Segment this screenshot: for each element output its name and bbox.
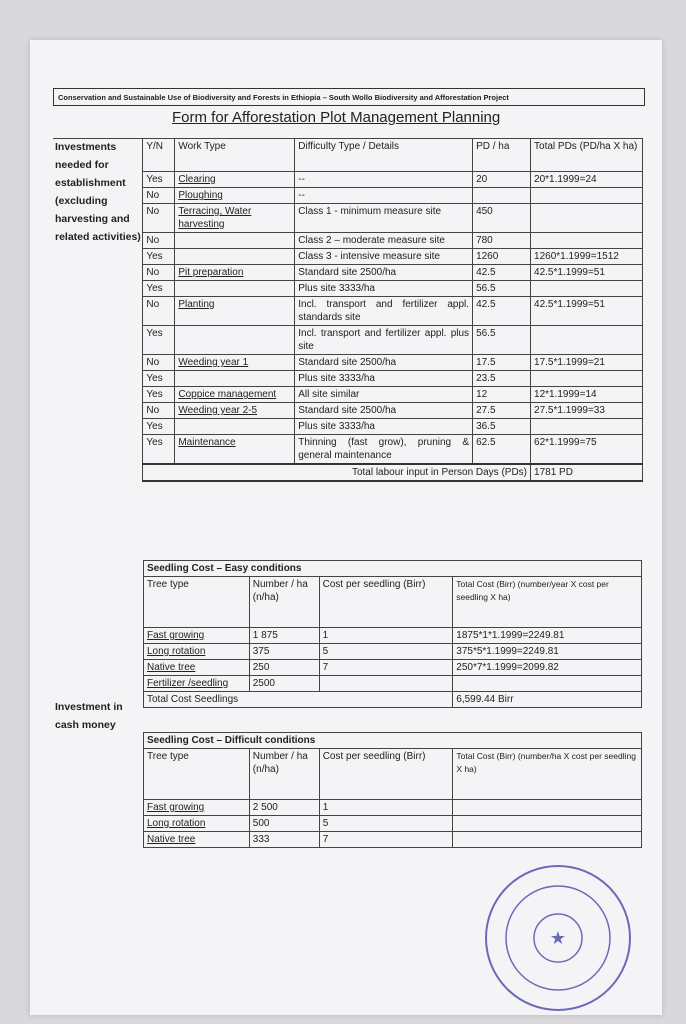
easy-total-header: Total Cost (Birr) (number/year X cost per seedling X ha): [453, 577, 642, 628]
yn-header: Y/N: [143, 139, 175, 172]
difficult-header-row: [144, 749, 642, 800]
plan-cell-difficulty: All site similar: [295, 387, 473, 403]
plan-cell-pd: 62.5: [473, 435, 531, 465]
plan-cell-total: 62*1.1999=75: [531, 435, 643, 465]
plan-cell-work: Weeding year 1: [175, 355, 295, 371]
plan-cell-yn: Yes: [143, 281, 175, 297]
plan-cell-work: Planting: [175, 297, 295, 326]
plan-cell-work: Clearing: [175, 172, 295, 188]
total-seedling-label: Total Cost Seedlings: [144, 692, 453, 708]
easy-cell-type: Native tree: [144, 660, 250, 676]
plan-cell-pd: 56.5: [473, 281, 531, 297]
plan-cell-difficulty: Class 1 - minimum measure site: [295, 204, 473, 233]
plan-cell-total: [531, 281, 643, 297]
easy-cell-type: Fertilizer /seedling: [144, 676, 250, 692]
plan-cell-yn: No: [143, 265, 175, 281]
easy-cell-cost: 7: [319, 660, 453, 676]
plan-cell-work: Coppice management: [175, 387, 295, 403]
easy-cost-header: Cost per seedling (Birr): [319, 577, 453, 628]
plan-cell-yn: No: [143, 188, 175, 204]
plan-cell-total: [531, 326, 643, 355]
difficult-cell-number: 500: [249, 816, 319, 832]
plan-cell-yn: No: [143, 233, 175, 249]
easy-cell-cost: 5: [319, 644, 453, 660]
plan-cell-work: [175, 249, 295, 265]
difficult-cell-number: 2 500: [249, 800, 319, 816]
plan-cell-yn: No: [143, 355, 175, 371]
plan-cell-total: 20*1.1999=24: [531, 172, 643, 188]
plan-cell-total: 27.5*1.1999=33: [531, 403, 643, 419]
plan-cell-work: Pit preparation: [175, 265, 295, 281]
difficult-title: Seedling Cost – Difficult conditions: [144, 733, 642, 749]
plan-cell-pd: [473, 188, 531, 204]
plan-cell-pd: 1260: [473, 249, 531, 265]
plan-cell-difficulty: Plus site 3333/ha: [295, 371, 473, 387]
plan-cell-pd: 12: [473, 387, 531, 403]
stamp-star-icon: ★: [549, 928, 567, 949]
plan-cell-work: [175, 326, 295, 355]
left-label-cell: [53, 139, 143, 482]
plan-cell-difficulty: --: [295, 172, 473, 188]
difficult-type-header: Tree type: [144, 749, 250, 800]
easy-seedling-row: [144, 676, 642, 692]
plan-cell-work: [175, 371, 295, 387]
difficult-cell-cost: 1: [319, 800, 453, 816]
easy-cell-total: 1875*1*1.1999=2249.81: [453, 628, 642, 644]
difficult-seedling-row: [144, 832, 642, 848]
difficult-cell-type: Native tree: [144, 832, 250, 848]
plan-cell-pd: 450: [473, 204, 531, 233]
plan-cell-yn: Yes: [143, 172, 175, 188]
plan-cell-work: Weeding year 2-5: [175, 403, 295, 419]
plan-cell-difficulty: Thinning (fast grow), pruning & general maintenance: [295, 435, 473, 465]
plan-cell-total: [531, 419, 643, 435]
plan-cell-difficulty: Class 3 - intensive measure site: [295, 249, 473, 265]
easy-cell-number: 1 875: [249, 628, 319, 644]
easy-cell-total: 250*7*1.1999=2099.82: [453, 660, 642, 676]
plan-cell-total: 42.5*1.1999=51: [531, 297, 643, 326]
plan-cell-total: [531, 371, 643, 387]
plan-cell-pd: 27.5: [473, 403, 531, 419]
plan-cell-total: [531, 204, 643, 233]
difficult-total-header: Total Cost (Birr) (number/ha X cost per seedling X ha): [453, 749, 642, 800]
plan-cell-pd: 56.5: [473, 326, 531, 355]
easy-seedling-row: [144, 660, 642, 676]
plan-cell-yn: No: [143, 297, 175, 326]
difficult-number-header: Number / ha (n/ha): [249, 749, 319, 800]
difficult-cell-number: 333: [249, 832, 319, 848]
plan-cell-pd: 780: [473, 233, 531, 249]
plan-cell-pd: 42.5: [473, 297, 531, 326]
official-stamp: [478, 858, 638, 1018]
easy-cell-number: 250: [249, 660, 319, 676]
easy-cell-total: [453, 676, 642, 692]
plan-cell-work: Maintenance: [175, 435, 295, 465]
easy-cell-type: Fast growing: [144, 628, 250, 644]
plan-cell-work: [175, 233, 295, 249]
easy-cell-number: 375: [249, 644, 319, 660]
plan-cell-difficulty: Incl. transport and fertilizer appl. standards site: [295, 297, 473, 326]
plan-cell-total: 1260*1.1999=1512: [531, 249, 643, 265]
cash-label: Investment in cash money: [55, 701, 123, 731]
difficult-cell-cost: 7: [319, 832, 453, 848]
easy-cell-cost: 1: [319, 628, 453, 644]
plan-cell-total: 17.5*1.1999=21: [531, 355, 643, 371]
difficult-cell-type: Fast growing: [144, 800, 250, 816]
easy-number-header: Number / ha (n/ha): [249, 577, 319, 628]
easy-cell-cost: [319, 676, 453, 692]
plan-cell-work: [175, 419, 295, 435]
easy-cell-total: 375*5*1.1999=2249.81: [453, 644, 642, 660]
plan-cell-yn: Yes: [143, 419, 175, 435]
difficult-seedling-row: [144, 800, 642, 816]
easy-cell-type: Long rotation: [144, 644, 250, 660]
difficult-cell-total: [453, 832, 642, 848]
pd-header: PD / ha: [473, 139, 531, 172]
plan-cell-pd: 23.5: [473, 371, 531, 387]
total-labour-label: Total labour input in Person Days (PDs): [143, 464, 531, 481]
difficult-cell-total: [453, 816, 642, 832]
plan-cell-difficulty: Standard site 2500/ha: [295, 355, 473, 371]
plan-cell-total: 42.5*1.1999=51: [531, 265, 643, 281]
plan-cell-work: [175, 281, 295, 297]
plan-cell-difficulty: Incl. transport and fertilizer appl. plus site: [295, 326, 473, 355]
difficult-seedling-table: [143, 732, 642, 848]
plan-cell-total: [531, 188, 643, 204]
plan-cell-pd: 42.5: [473, 265, 531, 281]
project-header: Conservation and Sustainable Use of Biodiversity and Forests in Ethiopia – South Wollo Biodiversity and Afforestation Project: [53, 88, 645, 106]
easy-header-row: [144, 577, 642, 628]
difficult-cell-type: Long rotation: [144, 816, 250, 832]
plan-cell-total: 12*1.1999=14: [531, 387, 643, 403]
easy-seedling-row: [144, 628, 642, 644]
plan-cell-yn: Yes: [143, 249, 175, 265]
plan-cell-pd: 36.5: [473, 419, 531, 435]
total-labour-value: 1781 PD: [531, 464, 643, 481]
difficult-cost-header: Cost per seedling (Birr): [319, 749, 453, 800]
plan-cell-yn: Yes: [143, 435, 175, 465]
plan-cell-yn: No: [143, 403, 175, 419]
easy-type-header: Tree type: [144, 577, 250, 628]
plan-table: [53, 138, 643, 482]
difficult-cell-total: [453, 800, 642, 816]
plan-cell-difficulty: Standard site 2500/ha: [295, 265, 473, 281]
work-header: Work Type: [175, 139, 295, 172]
plan-cell-difficulty: Plus site 3333/ha: [295, 419, 473, 435]
plan-cell-difficulty: --: [295, 188, 473, 204]
plan-cell-total: [531, 233, 643, 249]
difficult-seedling-row: [144, 816, 642, 832]
easy-total-row: [144, 692, 642, 708]
difficulty-header: Difficulty Type / Details: [295, 139, 473, 172]
total-header: Total PDs (PD/ha X ha): [531, 139, 643, 172]
plan-cell-work: Ploughing: [175, 188, 295, 204]
easy-title: Seedling Cost – Easy conditions: [144, 561, 642, 577]
easy-seedling-table: [143, 560, 642, 708]
plan-cell-yn: No: [143, 204, 175, 233]
plan-cell-difficulty: Class 2 – moderate measure site: [295, 233, 473, 249]
easy-cell-number: 2500: [249, 676, 319, 692]
total-seedling-value: 6,599.44 Birr: [453, 692, 642, 708]
plan-cell-pd: 17.5: [473, 355, 531, 371]
plan-cell-work: Terracing, Water harvesting: [175, 204, 295, 233]
plan-cell-difficulty: Plus site 3333/ha: [295, 281, 473, 297]
plan-cell-yn: Yes: [143, 371, 175, 387]
page-title: Form for Afforestation Plot Management Planning: [172, 109, 501, 126]
plan-cell-yn: Yes: [143, 326, 175, 355]
plan-cell-yn: Yes: [143, 387, 175, 403]
plan-cell-difficulty: Standard site 2500/ha: [295, 403, 473, 419]
plan-cell-pd: 20: [473, 172, 531, 188]
plan-header-row: [53, 139, 643, 172]
establishment-label: Investments needed for establishment (excluding harvesting and related activities): [55, 141, 141, 243]
easy-seedling-row: [144, 644, 642, 660]
difficult-cell-cost: 5: [319, 816, 453, 832]
